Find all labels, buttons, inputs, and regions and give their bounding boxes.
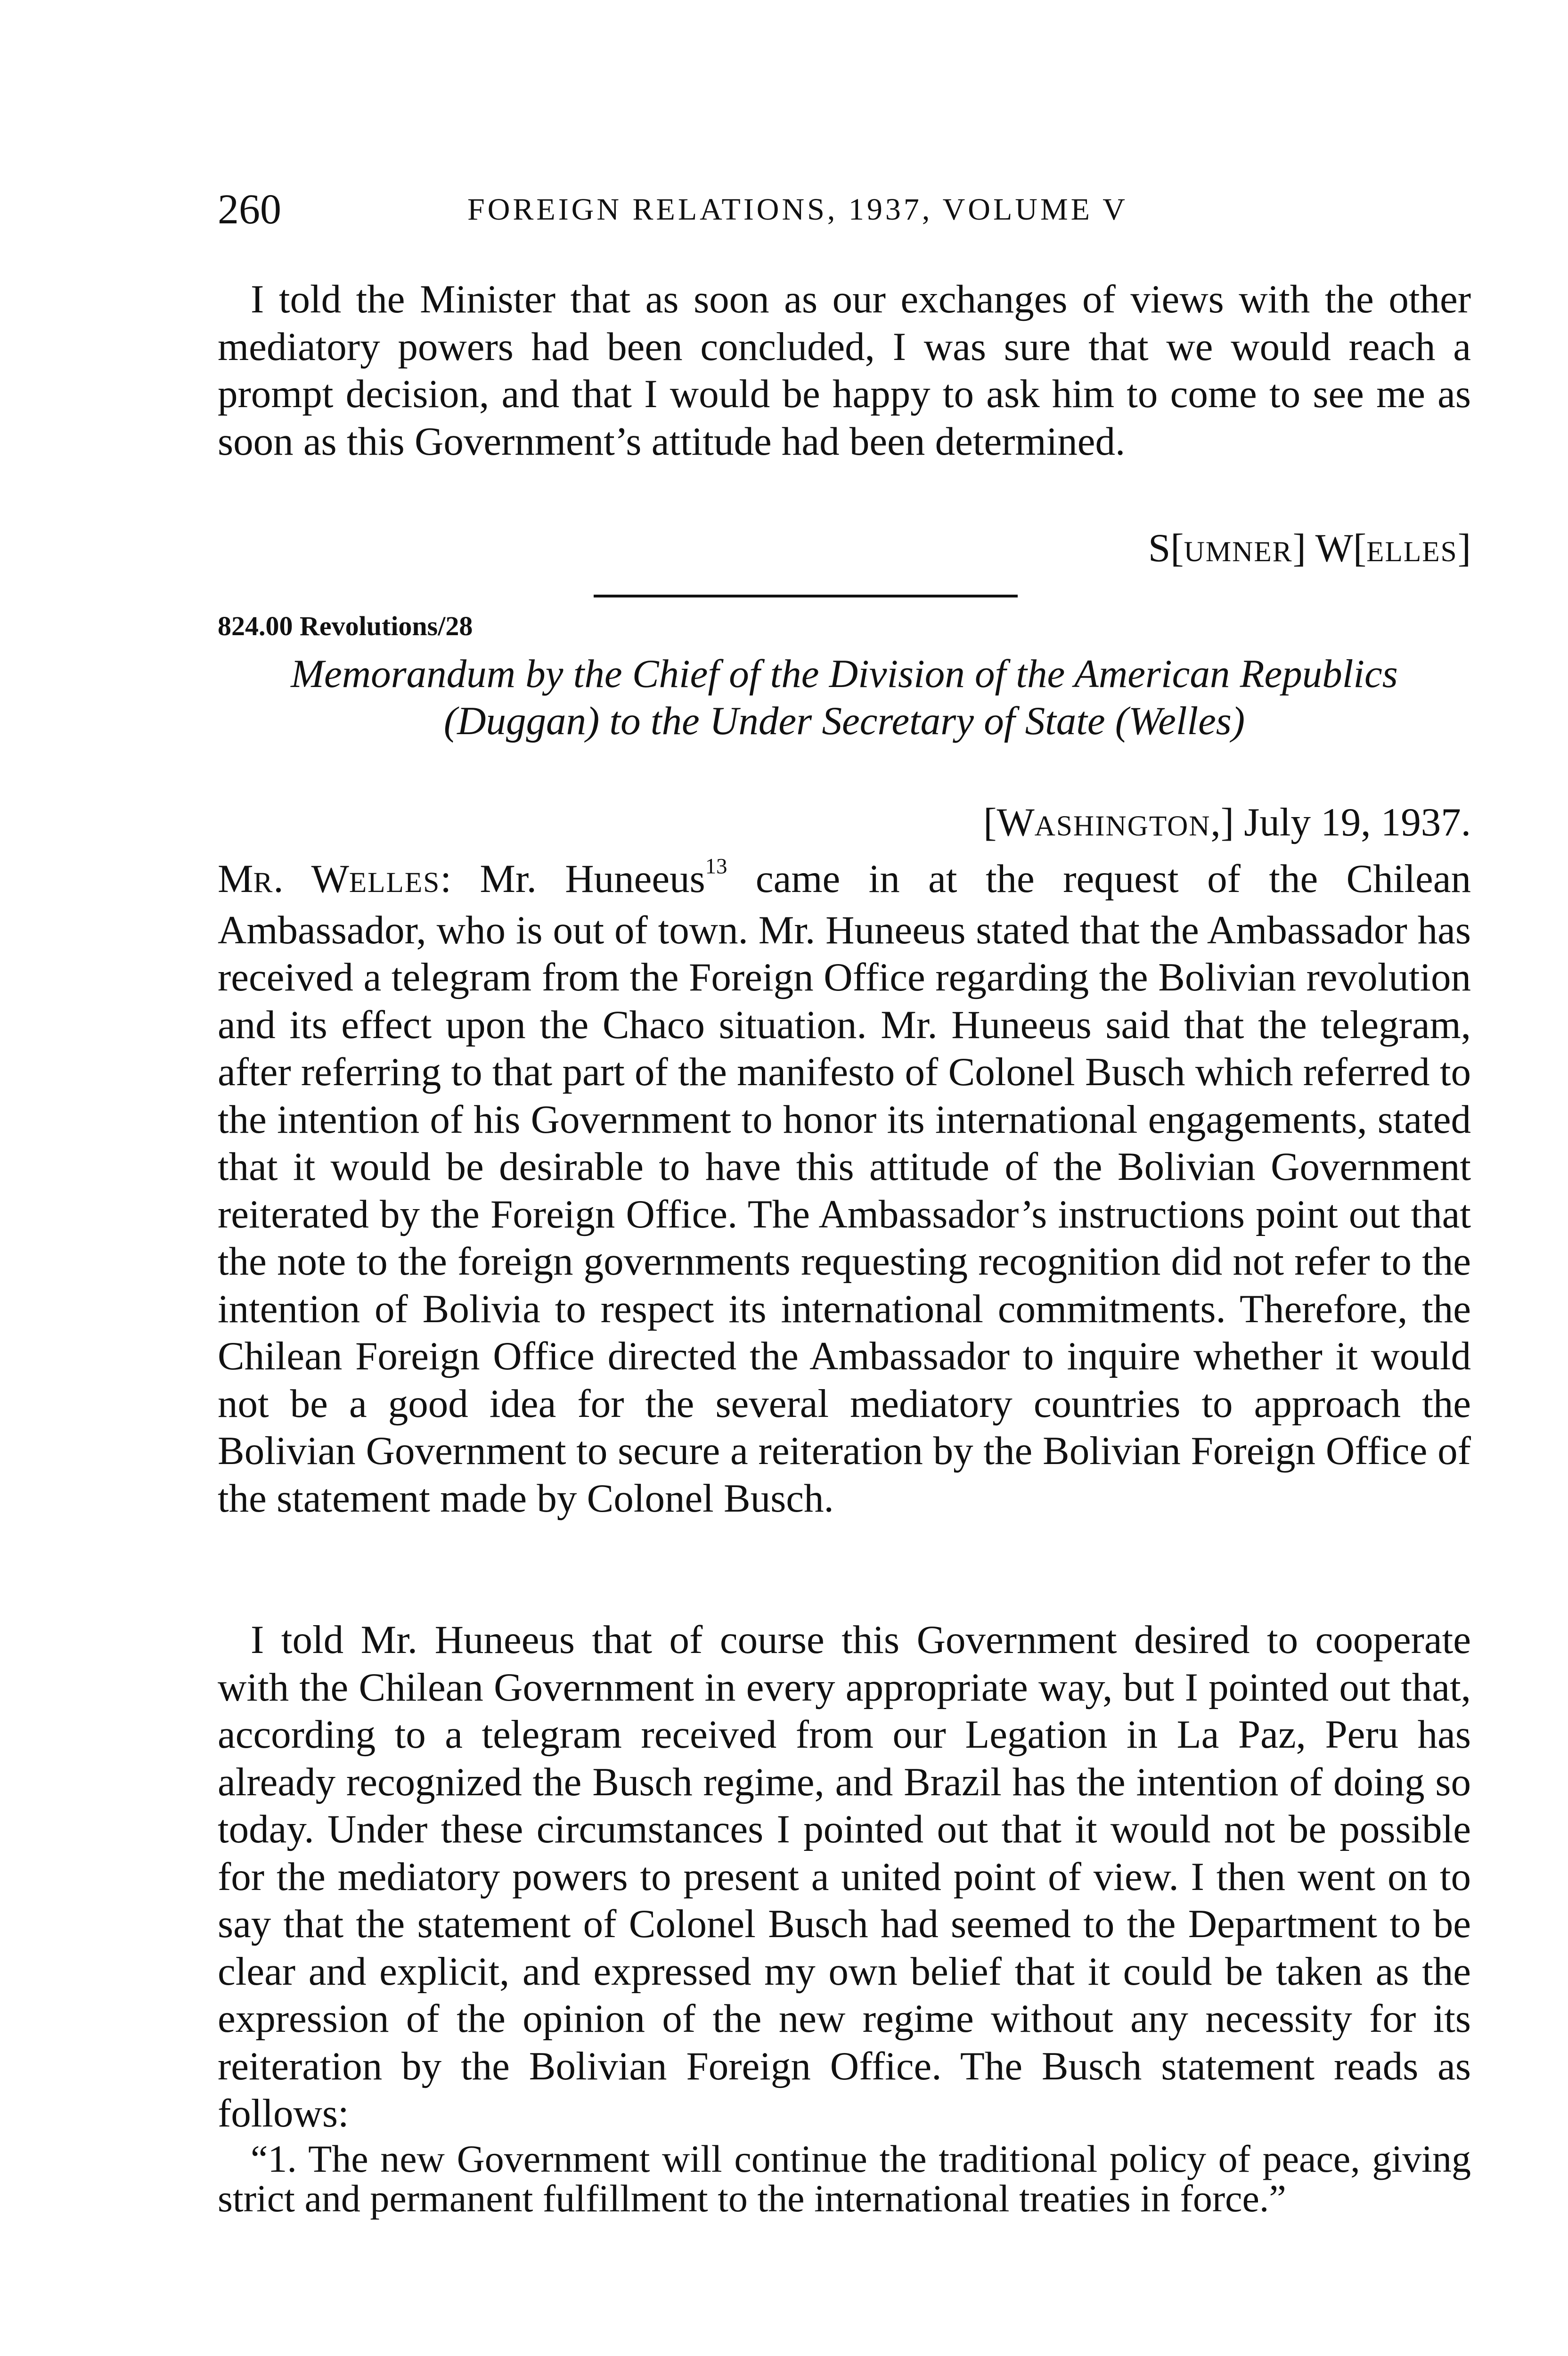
- page-header: [218, 179, 1471, 240]
- salutation-w: W: [311, 857, 349, 901]
- footnote-reference: 13: [705, 854, 727, 879]
- body-p1-rest: came in at the request of the Chilean Ambassador, who is out of town. Mr. Huneeus stated that the Ambassador has received a telegram from the Foreign Office regarding the Bolivian revolution and its effect upon the Chaco situation. Mr. Huneeus said that the telegram, after referring to that part of the manifesto of Colonel Busch which referred to the intention of his Government to honor its international engagements, stated that it would be desirable to have this attitude of the Bolivian Government reiterated by the Foreign Office. The Ambassador’s instructions point out that the note to the foreign governments requesting recognition did not refer to the intention of Bolivia to respect its international commitments. Therefore, the Chilean Foreign Office directed the Ambassador to inquire whether it would not be a good idea for the several mediatory countries to approach the Bolivian Government to secure a reiteration by the Bolivian Foreign Office of the statement made by Colonel Busch.: [218, 857, 1471, 1521]
- quoted-statement: “1. The new Government will continue the traditional policy of peace, giving strict and permanent fulfillment to the international treaties in force.”: [218, 2137, 1471, 2220]
- file-number: 824.00 Revolutions/28: [218, 611, 473, 641]
- section-divider: [594, 595, 1018, 597]
- signature: S[UMNER] W[ELLES]: [1148, 526, 1471, 570]
- signature-s: S: [1148, 526, 1171, 570]
- salutation: MR. WELLES:: [218, 857, 451, 901]
- page-number: 260: [218, 186, 281, 233]
- body-paragraph-1: [218, 855, 1471, 1522]
- body-paragraph-2: I told Mr. Huneeus that of course this Government desired to cooperate with the Chilean Government in every appropriate way, but I pointed out that, according to a telegram received from our Legation in La Paz, Peru has already recognized the Busch regime, and Brazil has the intention of doing so today. Under these circumstances I pointed out that it would not be possible for the mediatory powers to present a united point of view. I then went on to say that the statement of Colonel Busch had seemed to the Department to be clear and explicit, and expressed my own belief that it could be taken as the expression of the opinion of the new regime without any necessity for its reiteration by the Bolivian Foreign Office. The Busch statement reads as follows:: [218, 1618, 1471, 2135]
- running-title: FOREIGN RELATIONS, 1937, VOLUME V: [467, 192, 1128, 227]
- salutation-r: R: [253, 867, 274, 899]
- signature-w: W: [1315, 526, 1353, 570]
- dateline: [WASHINGTON,] July 19, 1937.: [983, 800, 1471, 844]
- body-p1-start: Mr. Huneeus: [480, 857, 705, 901]
- salutation-elles: ELLES: [349, 867, 441, 899]
- dateline-place-initial: W: [996, 800, 1035, 844]
- memo-title: [218, 650, 1471, 744]
- memo-title-line1: Memorandum by the Chief of the Division of the American Republics: [291, 652, 1398, 696]
- dateline-place-rest: ASHINGTON: [1034, 810, 1211, 842]
- intro-paragraph: I told the Minister that as soon as our exchanges of views with the other mediatory powers had been concluded, I was sure that we would reach a prompt decision, and that I would be happy to ask him to come to see me as soon as this Government’s attitude had been determined.: [218, 277, 1471, 464]
- salutation-m: M: [218, 857, 253, 901]
- signature-w-rest: ELLES: [1366, 536, 1458, 568]
- signature-s-rest: UMNER: [1184, 536, 1293, 568]
- memo-title-line2: (Duggan) to the Under Secretary of State (Welles): [443, 699, 1245, 743]
- dateline-date: July 19, 1937.: [1244, 800, 1471, 844]
